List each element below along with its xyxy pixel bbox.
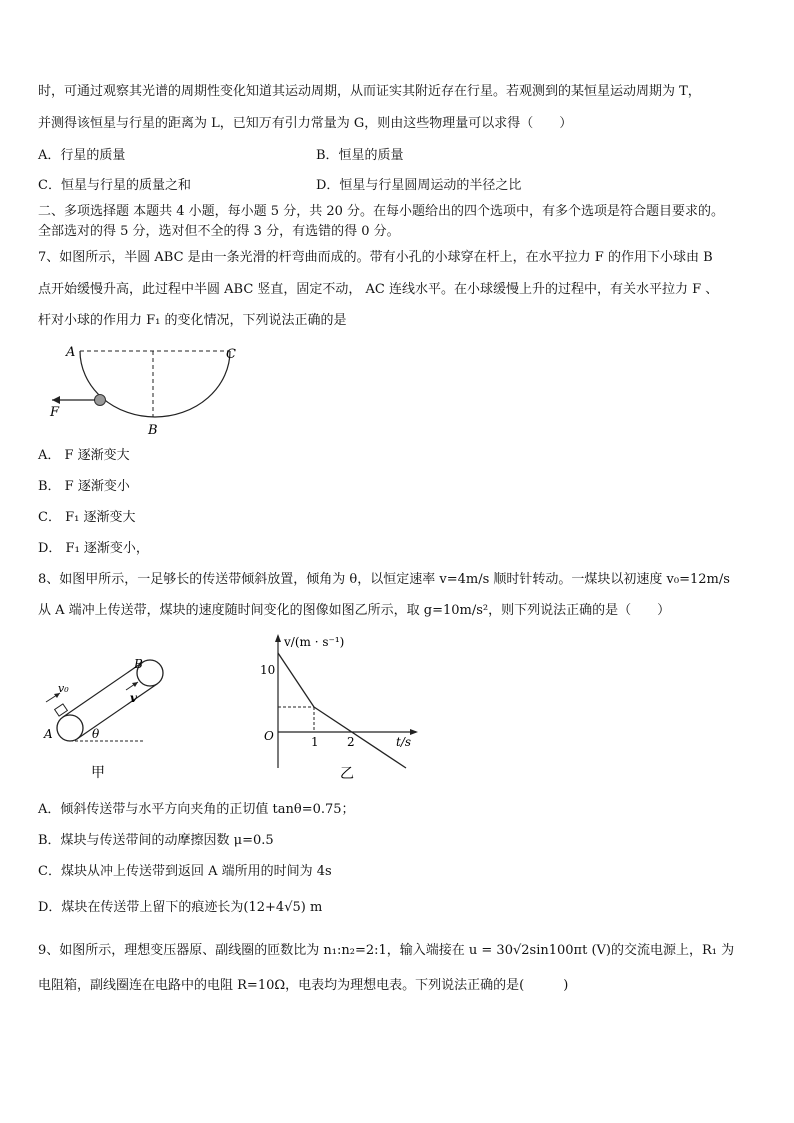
q7-option-d: D． F₁ 逐渐变小， <box>38 541 149 556</box>
q9-stem-line1: 9、如图所示，理想变压器原、副线圈的匝数比为 n₁:n₂=2:1，输入端接在 u = 30√2sin100πt (V)的交流电源上，R₁ 为 <box>38 943 735 958</box>
q8-graph-segment-2 <box>314 707 406 768</box>
q7-stem-line3: 杆对小球的作用力 F₁ 的变化情况，下列说法正确的是 <box>38 313 347 328</box>
q8-option-b: B．煤块与传送带间的动摩擦因数 μ=0.5 <box>38 833 274 848</box>
q6-stem-line1: 时，可通过观察其光谱的周期性变化知道其运动周期，从而证实其附近存在行星。若观测到的某恒星运动周期为 T， <box>38 84 701 99</box>
q8-belt-top <box>63 662 143 717</box>
q6-stem-line2: 并测得该恒星与行星的距离为 L，已知万有引力常量为 G，则由这些物理量可以求得（ ） <box>38 116 573 131</box>
q8-graph-xtick-2: 2 <box>347 735 355 749</box>
q7-option-c: C． F₁ 逐渐变大 <box>38 510 136 525</box>
q7-stem-line2: 点开始缓慢升高，此过程中半圆 ABC 竖直，固定不动， AC 连线水平。在小球缓慢上升的过程中，有关水平拉力 F 、 <box>38 282 719 297</box>
q8-vt-graph <box>256 632 426 782</box>
q8-stem-line2: 从 A 端冲上传送带，煤块的速度随时间变化的图像如图乙所示，取 g=10m/s²，则下列说法正确的是（ ） <box>38 603 671 618</box>
q6-option-d: D．恒星与行星圆周运动的半径之比 <box>316 178 522 193</box>
q8-graph-ylabel: v/(m · s⁻¹) <box>284 635 345 649</box>
q8-caption-jia: 甲 <box>91 765 105 780</box>
q8-label-a: A <box>44 727 53 741</box>
section2-header-line2: 全部选对的得 5 分，选对但不全的得 3 分，有选错的得 0 分。 <box>38 224 400 239</box>
q8-graph-y-arrowhead <box>275 634 281 642</box>
q7-semicircle-figure <box>40 340 250 440</box>
q7-semicircle-rod <box>80 351 230 417</box>
q8-label-v0: v₀ <box>58 682 69 695</box>
q8-graph-origin: O <box>264 729 274 743</box>
q7-ball <box>95 395 106 406</box>
q8-graph-x-arrowhead <box>410 729 418 735</box>
q8-stem-line1: 8、如图甲所示，一足够长的传送带倾斜放置，倾角为 θ，以恒定速率 v=4m/s 顺时针转动。一煤块以初速度 v₀=12m/s <box>38 572 730 587</box>
q8-graph-ytick-10: 10 <box>260 663 276 677</box>
q8-graph-segment-1 <box>278 653 314 707</box>
q8-option-c: C．煤块从冲上传送带到返回 A 端所用的时间为 4s <box>38 864 332 879</box>
q8-label-theta: θ <box>92 727 100 741</box>
q8-belt-bottom <box>77 684 157 739</box>
q8-label-v: v <box>130 691 137 705</box>
q7-option-b: B． F 逐渐变小 <box>38 479 130 494</box>
q7-label-f: F <box>50 405 60 420</box>
q6-option-c: C．恒星与行星的质量之和 <box>38 178 191 193</box>
q8-caption-yi: 乙 <box>340 766 354 782</box>
q8-option-a: A．倾斜传送带与水平方向夹角的正切值 tanθ=0.75； <box>38 802 355 817</box>
q7-force-arrowhead <box>52 396 60 404</box>
q8-graph-xtick-1: 1 <box>311 735 319 749</box>
q7-label-b: B <box>148 423 158 438</box>
q9-stem-line2: 电阻箱，副线圈连在电路中的电阻 R=10Ω，电表均为理想电表。下列说法正确的是( ) <box>38 978 569 993</box>
q8-option-d: D．煤块在传送带上留下的痕迹长为(12+4√5) m <box>38 900 323 915</box>
q8-graph-xlabel: t/s <box>396 735 412 749</box>
q6-option-a: A．行星的质量 <box>38 148 126 163</box>
q6-option-b: B．恒星的质量 <box>316 148 404 163</box>
section2-header-line1: 二、多项选择题 本题共 4 小题，每小题 5 分，共 20 分。在每小题给出的四个选项中，有多个选项是符合题目要求的。 <box>38 204 725 219</box>
q8-conveyor-figure <box>38 640 188 780</box>
q7-stem-line1: 7、如图所示，半圆 ABC 是由一条光滑的杆弯曲而成的。带有小孔的小球穿在杆上，在水平拉力 F 的作用下小球由 B <box>38 250 713 265</box>
q7-label-c: C <box>226 347 236 362</box>
q7-label-a: A <box>66 345 76 360</box>
q8-coal-block <box>55 704 68 716</box>
q8-label-b: B <box>134 657 143 671</box>
q8-v-arrowhead <box>132 682 138 687</box>
q7-option-a: A． F 逐渐变大 <box>38 448 130 463</box>
